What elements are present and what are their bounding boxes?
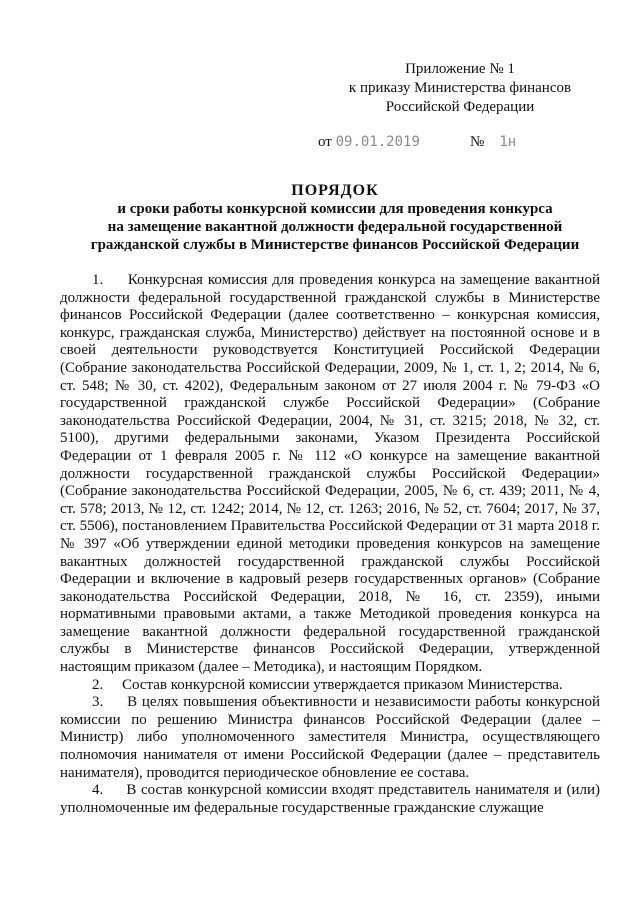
title-line-3: гражданской службы в Министерстве финансов Российской Федерации (90, 237, 580, 253)
date-prefix: от (318, 134, 332, 150)
number-value: 1н (499, 134, 517, 150)
appendix-number: Приложение № 1 (405, 61, 515, 77)
document-title (70, 182, 600, 254)
appendix-country: Российской Федерации (385, 99, 535, 115)
order-date (318, 134, 420, 151)
date-value: 09.01.2019 (335, 134, 420, 150)
paragraph-2: 2. Состав конкурсной комиссии утверждается приказом Министерства. (92, 676, 563, 693)
title-main: ПОРЯДОК (291, 182, 379, 199)
appendix-block (330, 60, 590, 117)
paragraph-4: 4. В состав конкурсной комиссии входят представитель нанимателя и (или) уполномоченные им федеральные государственные гражданские служащие (60, 782, 600, 816)
title-line-2: на замещение вакантной должности федеральной государственной (107, 219, 563, 235)
number-prefix: № (470, 134, 485, 150)
document-body (60, 272, 600, 817)
order-number (470, 134, 516, 151)
paragraph-1: 1. Конкурсная комиссия для проведения конкурса на замещение вакантной должности федеральной государственной гражданской службы в Министерстве финансов Российской Федерации (далее соответственно – конкурсная комиссия, конкурс, гражданская служба, Министерство) действует на постоянной основе и в своей деятельности руководствуется Конституцией Российской Федерации (Собрание законодательства Российской Федерации, 2009, № 1, ст. 1, 2; 2014, № 6, ст. 548; № 30, ст. 4202), Федеральным законом от 27 июля 2004 г. № 79-ФЗ «О государственной гражданской службе Российской Федерации» (Собрание законодательства Российской Федерации, 2004, № 31, ст. 3215; 2018, № 32, ст. 5100), другими федеральными законами, Указом Президента Российской Федерации от 1 февраля 2005 г. № 112 «О конкурсе на замещение вакантной должности государственной гражданской службы Российской Федерации» (Собрание законодательства Российской Федерации, 2005, № 6, ст. 439; 2011, № 4, ст. 578; 2013, № 12, ст. 1242; 2014, № 12, ст. 1263; 2016, № 52, ст. 7604; 2017, № 37, ст. 5506), постановлением Правительства Российской Федерации от 31 марта 2018 г. № 397 «Об утверждении единой методики проведения конкурсов на замещение вакантных должностей государственной гражданской службы Российской Федерации и включение в кадровый резерв государственных органов» (Собрание законодательства Российской Федерации, 2018, № 16, ст. 2359), иными нормативными правовыми актами, а также Методикой проведения конкурса на замещение вакантной должности федеральной государственной гражданской службы в Министерстве финансов Российской Федерации, утвержденной настоящим приказом (далее – Методика), и настоящим Порядком. (60, 272, 600, 676)
appendix-order-ref: к приказу Министерства финансов (348, 80, 572, 96)
paragraph-3: 3. В целях повышения объективности и независимости работы конкурсной комиссии по решению Министра финансов Российской Федерации (далее – Министр) либо уполномоченного заместителя Министра, осуществляющего полномочия нанимателя от имени Российской Федерации (далее – представитель нанимателя), проводится периодическое обновление ее состава. (60, 694, 600, 781)
title-line-1: и сроки работы конкурсной комиссии для проведения конкурса (117, 201, 553, 217)
